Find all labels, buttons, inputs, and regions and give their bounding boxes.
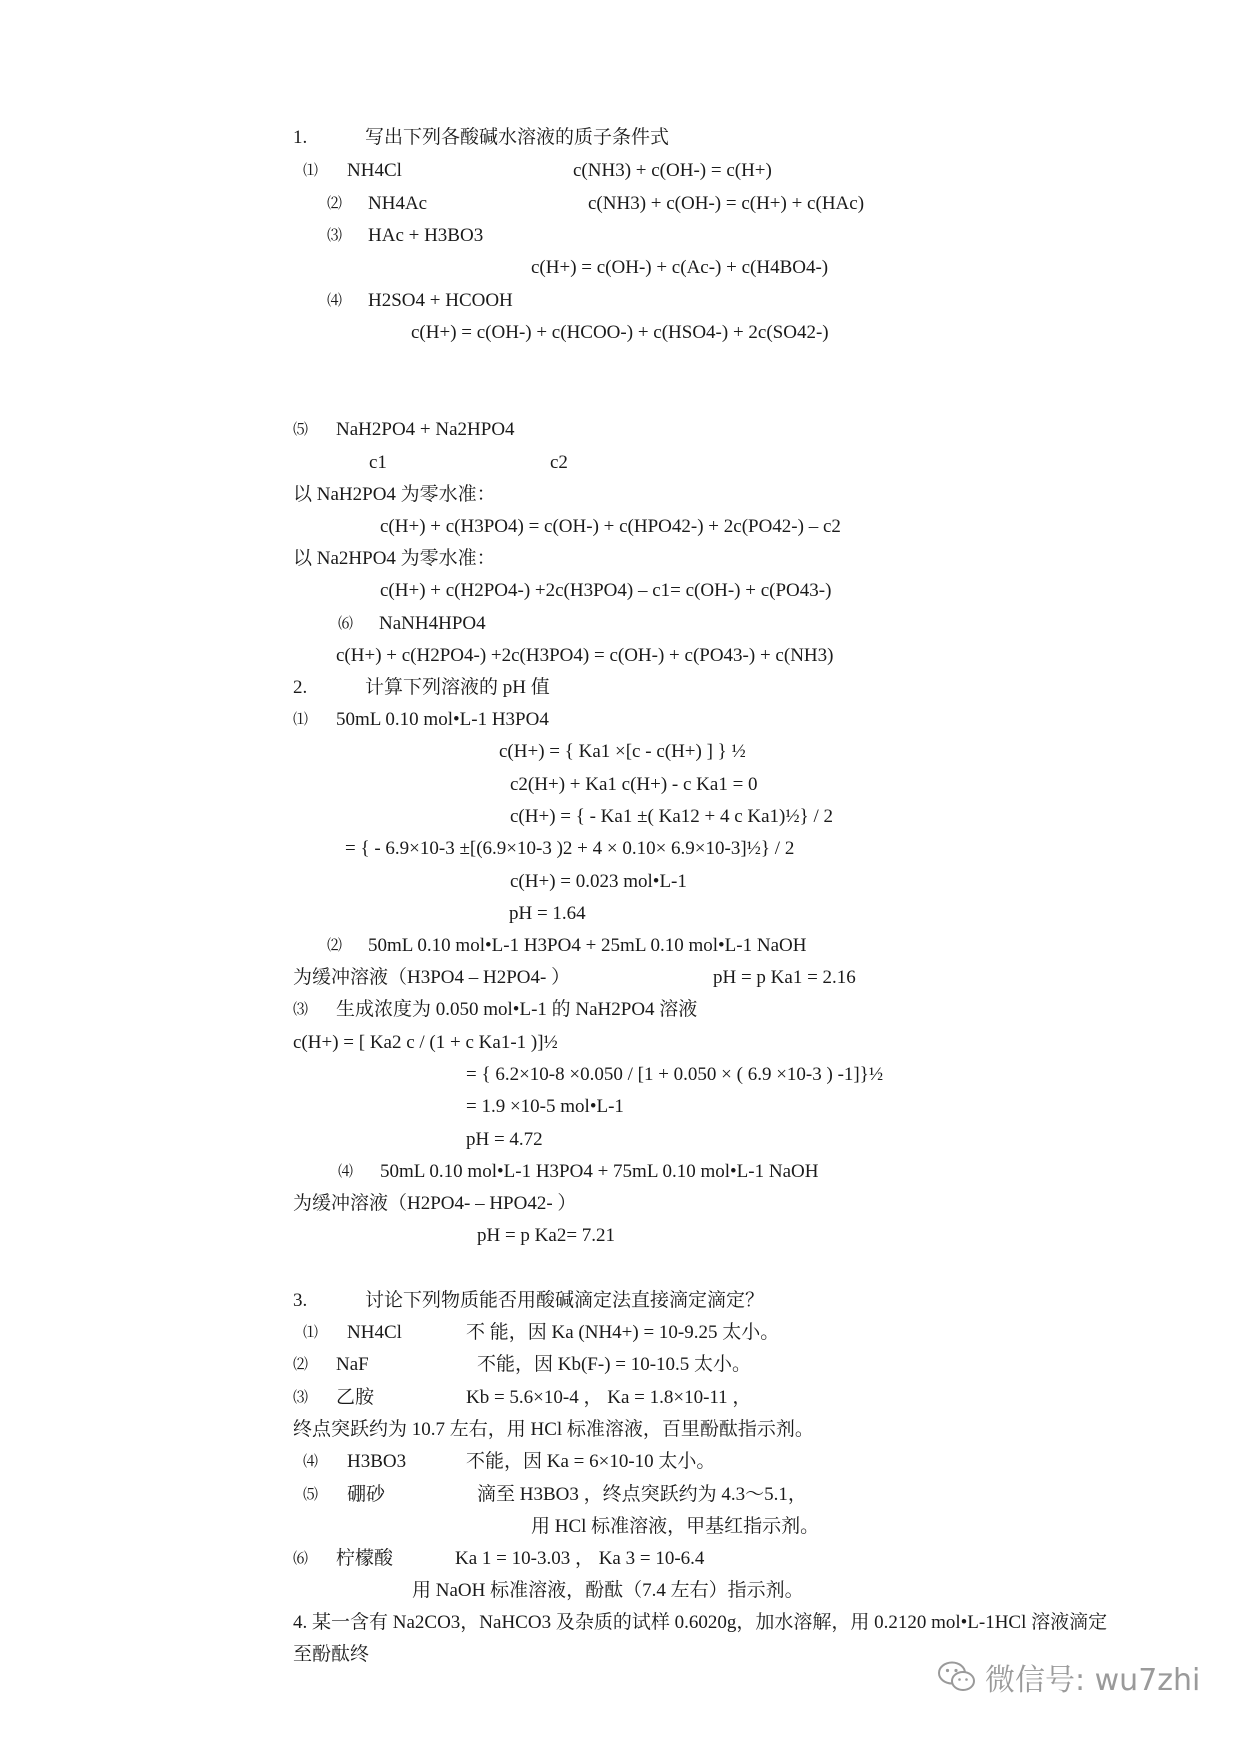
- text-line: Ka 1 = 10-3.03 ， Ka 3 = 10-6.4: [455, 1548, 705, 1569]
- text-line: HAc + H3BO3: [368, 225, 484, 246]
- text-line: 终点突跃约为 10.7 左右，用 HCl 标准溶液，百里酚酞指示剂。: [293, 1419, 814, 1440]
- text-line: 50mL 0.10 mol•L-1 H3PO4: [336, 709, 549, 730]
- text-line: pH = 4.72: [466, 1129, 543, 1150]
- text-line: c(NH3) + c(OH-) = c(H+) + c(HAc): [588, 193, 865, 214]
- text-line: = 1.9 ×10-5 mol•L-1: [466, 1096, 624, 1117]
- text-line: 3.: [293, 1290, 308, 1311]
- text-line: c(H+) = c(OH-) + c(HCOO-) + c(HSO4-) + 2c(SO42-): [411, 322, 829, 343]
- text-line: ⑵: [327, 196, 343, 212]
- text-line: ⑶: [293, 1002, 309, 1018]
- text-line: ⑸: [303, 1487, 319, 1503]
- text-line: 50mL 0.10 mol•L-1 H3PO4 + 25mL 0.10 mol•L-1 NaOH: [368, 935, 807, 956]
- text-line: c(H+) + c(H3PO4) = c(OH-) + c(HPO42-) + 2c(PO42-) – c2: [380, 516, 841, 537]
- text-line: 滴至 H3BO3 ，终点突跃约为 4.3～5.1，: [477, 1484, 807, 1505]
- text-line: NaH2PO4 + Na2HPO4: [336, 419, 515, 440]
- text-line: 至酚酞终: [293, 1644, 370, 1665]
- text-line: NH4Cl: [347, 1322, 402, 1343]
- text-line: pH = p Ka1 = 2.16: [713, 967, 856, 988]
- text-line: Kb = 5.6×10-4 ， Ka = 1.8×10-11 ，: [466, 1387, 752, 1408]
- text-line: 写出下列各酸碱水溶液的质子条件式: [365, 127, 670, 148]
- text-line: NaNH4HPO4: [379, 613, 486, 634]
- text-line: pH = p Ka2= 7.21: [477, 1225, 616, 1246]
- text-line: H2SO4 + HCOOH: [368, 290, 513, 311]
- text-line: 讨论下列物质能否用酸碱滴定法直接滴定滴定？: [365, 1290, 765, 1311]
- text-line: c(H+) = 0.023 mol•L-1: [510, 871, 687, 892]
- text-line: c(H+) = c(OH-) + c(Ac-) + c(H4BO4-): [531, 257, 829, 278]
- text-line: c(H+) = { - Ka1 ±( Ka12 + 4 c Ka1)½} / 2: [510, 806, 834, 827]
- text-line: c(H+) + c(H2PO4-) +2c(H3PO4) = c(OH-) + c(PO43-) + c(NH3): [336, 645, 834, 666]
- text-line: ⑴: [303, 163, 319, 179]
- text-line: 不能，因 Ka = 6×10-10 太小。: [466, 1451, 716, 1472]
- text-line: = { - 6.9×10-3 ±[(6.9×10-3 )2 + 4 × 0.10× 6.9×10-3]½} / 2: [345, 838, 795, 859]
- text-line: 生成浓度为 0.050 mol•L-1 的 NaH2PO4 溶液: [336, 999, 698, 1020]
- text-line: 为缓冲溶液（H3PO4 – H2PO4- ）: [293, 967, 571, 988]
- text-line: ⑴: [293, 712, 309, 728]
- text-line: 为缓冲溶液（H2PO4- – HPO42- ）: [293, 1193, 577, 1214]
- text-line: 计算下列溶液的 pH 值: [365, 677, 550, 698]
- text-line: ⑹: [293, 1551, 309, 1567]
- text-line: c2(H+) + Ka1 c(H+) - c Ka1 = 0: [510, 774, 758, 795]
- text-line: 不能，因 Kb(F-) = 10-10.5 太小。: [477, 1354, 752, 1375]
- text-line: ⑸: [293, 422, 309, 438]
- text-line: ⑶: [293, 1390, 309, 1406]
- text-line: ⑷: [338, 1164, 354, 1180]
- text-line: 50mL 0.10 mol•L-1 H3PO4 + 75mL 0.10 mol•L-1 NaOH: [380, 1161, 819, 1182]
- watermark-text: 微信号: wu7zhi: [985, 1663, 1201, 1698]
- text-line: ⑶: [327, 228, 343, 244]
- text-line: 用 HCl 标准溶液，甲基红指示剂。: [531, 1516, 820, 1537]
- text-line: 2.: [293, 677, 308, 698]
- text-line: 柠檬酸: [336, 1548, 394, 1569]
- text-line: c2: [550, 452, 568, 473]
- text-line: ⑷: [303, 1454, 319, 1470]
- text-line: c(H+) = [ Ka2 c / (1 + c Ka1-1 )]½: [293, 1032, 558, 1053]
- text-line: 以 Na2HPO4 为零水准：: [293, 548, 496, 569]
- text-line: 乙胺: [336, 1387, 375, 1408]
- text-line: ⑵: [327, 938, 343, 954]
- text-line: 4. 某一含有 Na2CO3，NaHCO3 及杂质的试样 0.6020g，加水溶解，用 0.2120 mol•L-1HCl 溶液滴定: [293, 1612, 1108, 1633]
- text-line: ⑵: [293, 1357, 309, 1373]
- text-line: = { 6.2×10-8 ×0.050 / [1 + 0.050 × ( 6.9 ×10-3 ) -1]}½: [466, 1064, 884, 1085]
- watermark: [937, 1655, 1200, 1699]
- wechat-icon: [937, 1660, 977, 1694]
- text-line: c(H+) + c(H2PO4-) +2c(H3PO4) – c1= c(OH-) + c(PO43-): [380, 580, 832, 601]
- text-line: pH = 1.64: [509, 903, 586, 924]
- text-line: 用 NaOH 标准溶液，酚酞（7.4 左右）指示剂。: [412, 1580, 804, 1601]
- text-line: NH4Ac: [368, 193, 428, 214]
- text-line: ⑷: [327, 293, 343, 309]
- text-line: NH4Cl: [347, 160, 402, 181]
- text-line: c(NH3) + c(OH-) = c(H+): [573, 160, 772, 181]
- text-line: c(H+) = { Ka1 ×[c - c(H+) ] } ½: [499, 741, 746, 762]
- text-line: ⑹: [338, 616, 354, 632]
- text-line: ⑴: [303, 1325, 319, 1341]
- text-line: 1.: [293, 127, 308, 148]
- text-line: c1: [369, 452, 387, 473]
- text-line: NaF: [336, 1354, 369, 1375]
- text-line: H3BO3: [347, 1451, 407, 1472]
- text-line: 硼砂: [347, 1484, 386, 1505]
- text-line: 以 NaH2PO4 为零水准：: [293, 484, 496, 505]
- text-line: 不 能，因 Ka (NH4+) = 10-9.25 太小。: [466, 1322, 780, 1343]
